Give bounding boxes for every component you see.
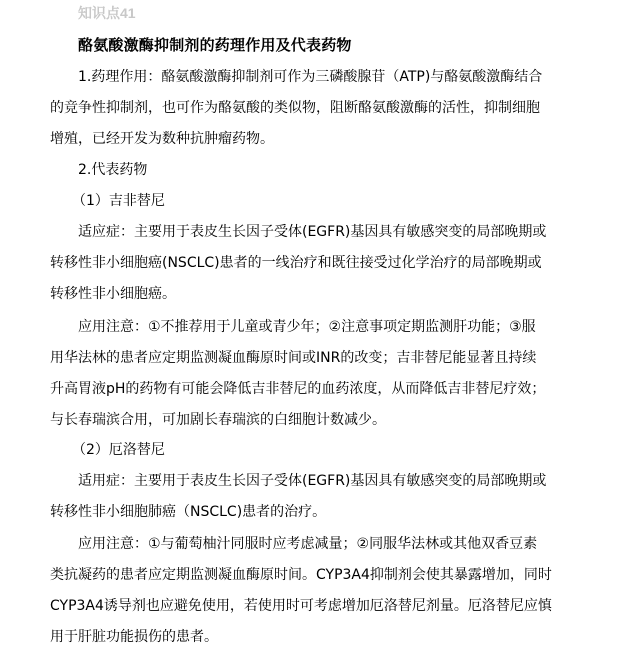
text-line: 用于肝脏功能损伤的患者。 xyxy=(50,629,218,645)
text-line: 转移性非小细胞癌(NSCLC)患者的一线治疗和既往接受过化学治疗的局部晚期或 xyxy=(50,255,542,271)
pharmacology-paragraph xyxy=(50,62,610,155)
text-line: 应用注意：①与葡萄柚汁同服时应考虑减量；②同服华法林或其他双香豆素 xyxy=(50,536,538,552)
section-title: 酪氨酸激酶抑制剂的药理作用及代表药物 xyxy=(78,36,352,54)
text-line: 适应症：主要用于表皮生长因子受体(EGFR)基因具有敏感突变的局部晚期或 xyxy=(50,224,547,240)
text-line: CYP3A4诱导剂也应避免使用，若使用时可考虑增加厄洛替尼剂量。厄洛替尼应慎 xyxy=(50,598,552,614)
representative-drugs-heading: 2.代表药物 xyxy=(78,162,148,178)
drug2-heading: （2）厄洛替尼 xyxy=(72,442,165,458)
text-line: 的竞争性抑制剂，也可作为酪氨酸的类似物，阻断酪氨酸激酶的活性，抑制细胞 xyxy=(50,100,540,116)
drug1-heading: （1）吉非替尼 xyxy=(72,193,165,209)
text-line: 增殖，已经开发为数种抗肿瘤药物。 xyxy=(50,131,274,147)
knowledge-point-label: 知识点41 xyxy=(78,5,136,21)
text-line: 适用症：主要用于表皮生长因子受体(EGFR)基因具有敏感突变的局部晚期或 xyxy=(50,473,547,489)
drug2-indication-paragraph xyxy=(50,466,610,528)
text-line: 应用注意：①不推荐用于儿童或青少年；②注意事项定期监测肝功能；③服 xyxy=(50,319,536,335)
drug2-caution-paragraph xyxy=(50,529,610,653)
text-line: 升高胃液pH的药物有可能会降低吉非替尼的血药浓度，从而降低吉非替尼疗效； xyxy=(50,381,546,397)
text-line: 转移性非小细胞肺癌（NSCLC)患者的治疗。 xyxy=(50,504,327,520)
drug1-caution-paragraph xyxy=(50,312,610,436)
text-line: 类抗凝药的患者应定期监测凝血酶原时间。CYP3A4抑制剂会使其暴露增加，同时 xyxy=(50,567,552,583)
drug1-indication-paragraph xyxy=(50,217,610,310)
text-line: 用华法林的患者应定期监测凝血酶原时间或INR的改变；吉非替尼能显著且持续 xyxy=(50,350,537,366)
text-line: 与长春瑞滨合用，可加剧长春瑞滨的白细胞计数减少。 xyxy=(50,412,386,428)
text-line: 1.药理作用：酪氨酸激酶抑制剂可作为三磷酸腺苷（ATP)与酪氨酸激酶结合 xyxy=(50,69,543,85)
text-line: 转移性非小细胞癌。 xyxy=(50,286,176,302)
